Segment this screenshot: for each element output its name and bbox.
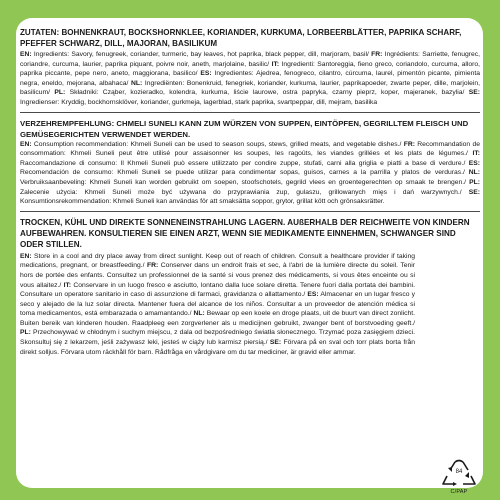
lang-code: NL: — [468, 169, 480, 177]
translation-text: Raccomandazione di consumo: Il Khmeli Suneli può essere utilizzato per condire zuppe, stufati, carni alla griglia e piatti a base di verdure./ — [20, 159, 469, 167]
translation-text: Verbruiksaanbeveling: Khmeli Suneli kan worden gebruikt om soepen, stoofschotels, gegrild vlees en groentegerechten op smaak te brengen./ — [20, 178, 470, 186]
lang-code: SE: — [468, 89, 481, 97]
translation-text: Przechowywać w chłodnym i suchym miejscu, z dala od bezpośredniego światła słonecznego. Trzymać poza zasięgiem dzieci. Skonsultuj się z lekarzem, jeśli zażywasz leki, jesteś w ciąży lub karmisz piersią./ — [20, 329, 415, 347]
translation-text: Conservare in un luogo fresco e asciutto, lontano dalla luce solare diretta. Tenere fuori dalla portata dei bambini. Consultare un operatore sanitario in caso di assunzione di farmaci, gravidanza o allattamento./ — [20, 281, 416, 299]
lang-code: ES: — [468, 159, 480, 167]
lang-code: ES: — [307, 291, 319, 299]
recycle-number: 84 — [455, 469, 463, 475]
usage-translations — [20, 140, 480, 207]
ingredients-translations — [20, 50, 480, 108]
recycle-triangle-icon — [439, 458, 479, 500]
translation-text: Ingredienser: Kryddig, bockhornsklöver, koriander, gurkmeja, lagerblad, stark paprika, svartpeppar, dill, mejram, basilika — [20, 98, 378, 106]
translation-text: Almacenar en un lugar fresco y seco y alejado de la luz solar directa. Mantener fuera del alcance de los niños. Consultar a un proveedor de atención médica si toma medicamentos, está embarazada o amamantando./ — [20, 291, 415, 318]
lang-code: EN: — [20, 252, 32, 260]
translation-text: Ingredientes: Ajedrea, fenogreco, cilantro, cúrcuma, laurel, pimentón picante, pimienta negra, eneldo, mejorana, albahaca/ — [20, 70, 480, 87]
lang-code: FR: — [403, 140, 415, 148]
lang-code: EN: — [20, 140, 32, 148]
label-panel — [16, 18, 483, 495]
lang-code: FR: — [147, 262, 159, 270]
translation-text: Bewaar op een koele en droge plaats, uit de buurt van direct zonlicht. Buiten bereik van kinderen houden. Raadpleeg een zorgverlener als u medicijnen gebruikt, zwanger bent of borstvoeding geeft./ — [20, 310, 415, 327]
lang-code: SE: — [269, 339, 282, 347]
recycle-code: C/PAP — [450, 489, 468, 495]
translation-text: Ingrédients: Sarriette, fenugrec, coriandre, curcuma, laurier, paprika piquant, poivre noir, aneth, marjolaine, basilic/ — [20, 51, 480, 68]
translation-text: Ingrediënten: Bonenkruid, fenegriek, koriander, kurkuma, laurier, paprikapoeder, zwarte peper, dille, marjolein, basilicum/ — [20, 79, 480, 97]
storage-section — [20, 217, 480, 358]
translation-text: Konsumtionsrekommendation: Khmeli Suneli kan användas för att smaksätta soppor, grytor, grillat kött och grönsaksrätter. — [20, 198, 385, 206]
usage-section — [20, 118, 480, 207]
usage-heading: VERZEHREMPFEHLUNG: CHMELI SUNELI KANN ZUM WÜRZEN VON SUPPEN, EINTÖPFEN, GEGRILLTEM FLEISCH UND GEMÜSEGERICHTEN VERWENDET WERDEN. — [20, 118, 469, 139]
lang-code: SE: — [468, 188, 480, 196]
lang-code: EN: — [20, 51, 32, 58]
section-divider — [20, 112, 480, 113]
lang-code: IT: — [271, 60, 280, 68]
translation-text: Consumption recommendation: Khmeli Suneli can be used to season soups, stews, grilled meats, and vegetable dishes./ — [31, 140, 404, 148]
section-divider — [20, 211, 480, 212]
lang-code: NL: — [130, 79, 143, 87]
translation-text: Recommandation de consommation: Khmeli Suneli peut être utilisé pour assaisonner les soupes, les ragoûts, les viandes grillées et les plats de légumes./ — [20, 140, 480, 158]
label-content — [20, 27, 480, 357]
lang-code: PL: — [54, 89, 66, 97]
lang-code: PL: — [469, 178, 480, 186]
ingredients-heading: ZUTATEN: BOHNENKRAUT, BOCKSHORNKLEE, KORIANDER, KURKUMA, LORBEERBLÄTTER, PAPRIKA SCHARF, PFEFFER SCHWARZ, DILL, MAJORAN, BASILIKUM — [20, 28, 462, 48]
translation-text: Recomendación de consumo: Khmeli Suneli se puede utilizar para condimentar sopas, guisos, carnes a la parrilla y platos de verduras./ — [20, 169, 469, 177]
lang-code: IT: — [472, 150, 480, 158]
lang-code: ES: — [200, 70, 212, 78]
translation-text: Ingredienti: Santoreggia, fieno greco, coriandolo, curcuma, alloro, paprika piccante, pepe nero, aneto, maggiorana, basilico/ — [20, 60, 480, 78]
translation-text: Conserver dans un endroit frais et sec, à l'abri de la lumière directe du soleil. Tenir hors de portée des enfants. Consultez un professionnel de la santé si vous prenez des médicaments, si vous êtes enceinte ou si vous allaitez./ — [20, 262, 415, 289]
translation-text: Förvara på en sval och torr plats borta från direkt solljus. Förvara utom räckhåll för barn. Rådfråga en vårdgivare om du tar mediciner, är gravid eller ammar. — [20, 339, 415, 356]
translation-text: Zalecenie użycia: Khmeli Suneli może być używana do przyprawiania zup, gulaszu, grillowanych mięs i dań warzywnych./ — [20, 188, 469, 196]
translation-text: Składniki: Cząber, kozieradko, kolendra, kurkuma, liście laurowe, ostra papryka, czarny pieprz, koper, majeranek, bazylia/ — [65, 89, 469, 97]
translation-text: Store in a cool and dry place away from direct sunlight. Keep out of reach of children. Consult a healthcare provider if taking medications, pregnant, or breastfeeding./ — [20, 252, 415, 270]
lang-code: FR: — [371, 51, 383, 58]
storage-translations — [20, 252, 415, 358]
storage-heading: TROCKEN, KÜHL UND DIREKTE SONNENEINSTRAHLUNG LAGERN. AUßERHALB DER REICHWEITE VON KINDERN AUFBEWAHREN. KONSULTIEREN SIE EINEN ARZT, WENN SIE MEDIKAMENTE EINNEHMEN, SCHWANGER SIND ODER STILLEN. — [20, 217, 470, 249]
lang-code: PL: — [20, 329, 31, 337]
translation-text: Ingredients: Savory, fenugreek, coriander, turmeric, bay leaves, hot paprika, black pepper, dill, marjoram, basil/ — [31, 51, 372, 58]
lang-code: NL: — [193, 310, 205, 318]
ingredients-section — [20, 27, 480, 108]
lang-code: IT: — [63, 281, 72, 289]
